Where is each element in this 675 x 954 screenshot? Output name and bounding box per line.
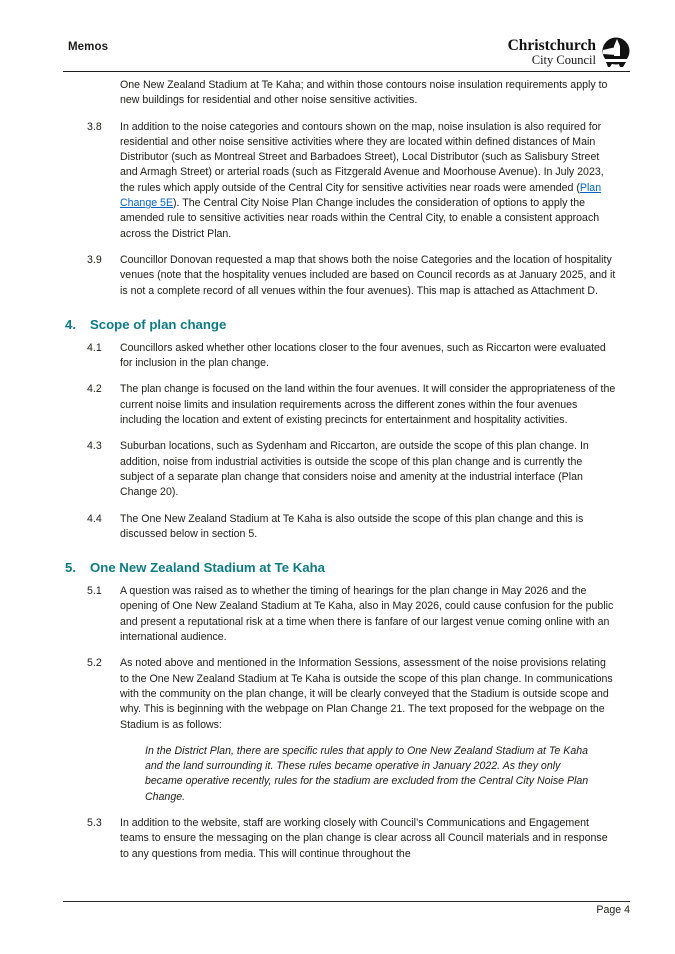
memo-header-title: Memos — [68, 41, 109, 53]
paragraph-4-3 — [63, 439, 616, 500]
paragraph-text: Suburban locations, such as Sydenham and Riccarton, are outside the scope of this plan change. In addition, noise from industrial activities is outside the scope of this plan change and is currently the subject of a separate plan change that considers noise and amenity at the industrial interface (Plan Change 20). — [120, 440, 589, 499]
section-title: Scope of plan change — [90, 316, 227, 332]
continuation-paragraph: One New Zealand Stadium at Te Kaha; and within those contours noise insulation requirements apply to new buildings for residential and other noise sensitive activities. — [120, 79, 608, 107]
paragraph-3-9 — [63, 253, 616, 299]
paragraph-number: 4.1 — [87, 341, 102, 354]
paragraph-number: 4.2 — [87, 383, 102, 396]
council-logo-text — [508, 38, 596, 67]
section-4-heading — [63, 316, 616, 333]
paragraph-3-8 — [63, 120, 616, 242]
section-number: 4. — [65, 316, 76, 332]
header-rule — [63, 71, 630, 72]
paragraph-text: As noted above and mentioned in the Information Sessions, assessment of the noise provisions relating to the One New Zealand Stadium at Te Kaha is outside the scope of this plan change. In communications with the community on the plan change, it will be clearly conveyed that the Stadium is outside scope and why. This is beginning with the webpage on Plan Change 21. The text proposed for the webpage on the Stadium is as follows: — [120, 657, 613, 731]
paragraph-text: A question was raised as to whether the timing of hearings for the plan change in May 2026 and the opening of One New Zealand Stadium at Te Kaha, also in May 2026, could cause confusion for the public and present a reputational risk at a time when there is fanfare of our largest venue coming online with an international audience. — [120, 585, 614, 644]
section-5-heading — [63, 559, 616, 576]
paragraph-3-8-after-link: ). The Central City Noise Plan Change includes the consideration of options to apply the amended rule to sensitive activities near roads within the Central City, to enable a consistent approach across the District Plan. — [120, 197, 600, 240]
council-logo-line1: Christchurch — [507, 36, 596, 54]
paragraph-text: Councillors asked whether other locations closer to the four avenues, such as Riccarton were evaluated for inclusion in the plan change. — [120, 341, 606, 370]
paragraph-4-1 — [63, 341, 616, 372]
section-number: 5. — [65, 560, 76, 576]
paragraph-number: 3.9 — [87, 253, 102, 266]
paragraph-number: 4.4 — [87, 512, 102, 525]
footer-rule — [63, 901, 630, 902]
paragraph-text: The plan change is focused on the land within the four avenues. It will consider the appropriateness of the current noise limits and insulation requirements across the different zones within the four avenues including the location and extent of existing precincts for entertainment and hospitality activities. — [120, 383, 616, 427]
paragraph-5-2 — [63, 656, 616, 732]
page-number: Page 4 — [596, 904, 630, 916]
council-logo-icon — [601, 37, 631, 67]
section-title: One New Zealand Stadium at Te Kaha — [90, 560, 325, 576]
paragraph-text: The One New Zealand Stadium at Te Kaha is also outside the scope of this plan change and this is discussed below in section 5. — [120, 512, 584, 540]
paragraph-4-4 — [63, 512, 616, 543]
paragraph-5-1 — [63, 584, 616, 645]
paragraph-5-3 — [63, 816, 616, 862]
paragraph-text: In addition to the website, staff are working closely with Council’s Communications and Engagement teams to ensure the messaging on the plan change is clear across all Council materials and in response to any questions from media. This will continue throughout the — [120, 816, 608, 860]
paragraph-number: 3.8 — [87, 120, 102, 133]
paragraph-3-8-before-link: In addition to the noise categories and contours shown on the map, noise insulation is also required for residential and other noise sensitive activities where they are located within defined distances of Main Distributor (such as Montreal Street and Barbadoes Street), Local Distributor (such as Salisbury Street and Armagh Street) or arterial roads (such as Fitzgerald Avenue and Moorhouse Avenue). In July 2023, the rules which apply outside of the Central City for sensitive activities near roads were amended ( — [120, 120, 604, 194]
paragraph-number: 5.3 — [87, 816, 102, 829]
webpage-text-quote: In the District Plan, there are specific rules that apply to One New Zealand Stadium at Te Kaha and the land surrounding it. These rules became operative in January 2022. As they only became operative recently, rules for the stadium are excluded from the Central City Noise Plan Change. — [145, 744, 589, 803]
paragraph-4-2 — [63, 382, 616, 428]
paragraph-text — [120, 120, 616, 242]
paragraph-text: Councillor Donovan requested a map that shows both the noise Categories and the location of hospitality venues (note that the hospitality venues included are based on Council records as at January 2025, and it is not a complete record of all venues within the four avenues). This map is attached as Attachment D. — [120, 253, 616, 297]
paragraph-number: 5.1 — [87, 585, 102, 598]
council-logo-line2: City Council — [531, 52, 596, 67]
paragraph-number: 5.2 — [87, 657, 102, 670]
plan-change-5e-link[interactable]: Plan Change 5E — [120, 181, 602, 210]
memo-body — [63, 78, 616, 862]
council-logo — [508, 37, 631, 67]
paragraph-number: 4.3 — [87, 440, 102, 453]
